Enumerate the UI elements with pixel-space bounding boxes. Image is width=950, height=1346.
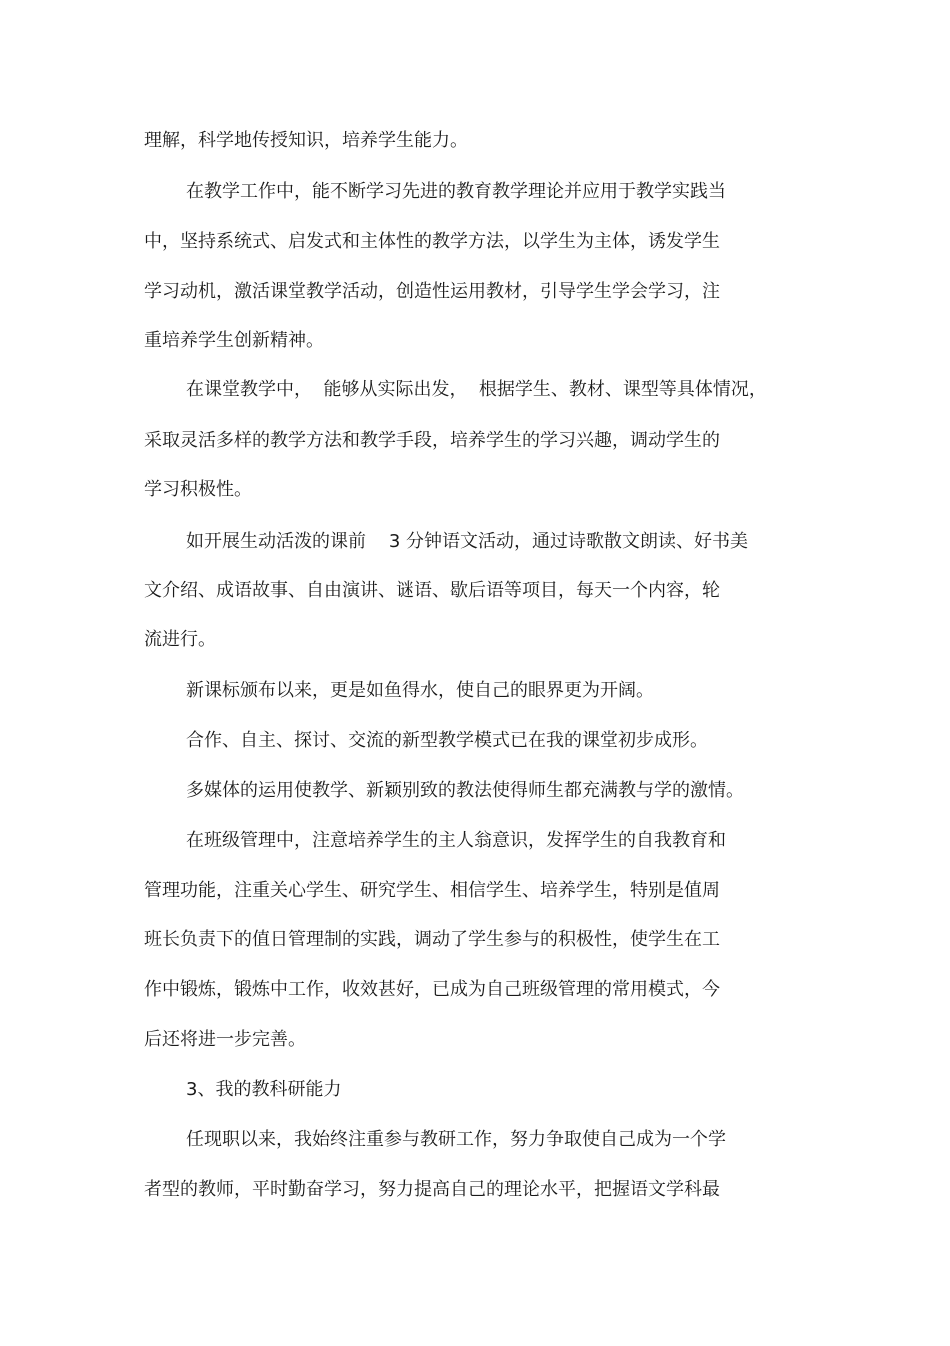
paragraph-start-line: 在教学工作中，能不断学习先进的教育教学理论并应用于教学实践当 (186, 181, 726, 202)
text-line: 流进行。 (144, 629, 216, 650)
section-heading: 3、我的教科研能力 (186, 1079, 342, 1100)
text-line: 重培养学生创新精神。 (144, 330, 324, 351)
text-line: 中，坚持系统式、启发式和主体性的教学方法，以学生为主体，诱发学生 (144, 231, 720, 252)
text-line: 学习积极性。 (144, 479, 252, 500)
text-line: 文介绍、成语故事、自由演讲、谜语、歇后语等项目，每天一个内容，轮 (144, 580, 720, 601)
paragraph-line: 合作、自主、探讨、交流的新型教学模式已在我的课堂初步成形。 (186, 730, 708, 751)
paragraph-start-line: 在课堂教学中， 能够从实际出发， 根据学生、教材、课型等具体情况， (186, 379, 767, 400)
paragraph-start-line: 任现职以来，我始终注重参与教研工作，努力争取使自己成为一个学 (186, 1129, 726, 1150)
text-line: 班长负责下的值日管理制的实践，调动了学生参与的积极性，使学生在工 (144, 929, 720, 950)
text-line: 学习动机，激活课堂教学活动，创造性运用教材，引导学生学会学习，注 (144, 281, 720, 302)
paragraph-line: 多媒体的运用使教学、新颖别致的教法使得师生都充满教与学的激情。 (186, 780, 744, 801)
paragraph-line: 新课标颁布以来，更是如鱼得水，使自己的眼界更为开阔。 (186, 680, 654, 701)
text-line: 采取灵活多样的教学方法和教学手段，培养学生的学习兴趣，调动学生的 (144, 430, 720, 451)
text-line: 作中锻炼，锻炼中工作，收效甚好，已成为自己班级管理的常用模式，今 (144, 979, 720, 1000)
paragraph-start-line: 在班级管理中，注意培养学生的主人翁意识，发挥学生的自我教育和 (186, 830, 726, 851)
text-line: 后还将进一步完善。 (144, 1029, 306, 1050)
text-line: 管理功能，注重关心学生、研究学生、相信学生、培养学生，特别是值周 (144, 880, 720, 901)
text-line: 理解，科学地传授知识，培养学生能力。 (144, 130, 468, 151)
paragraph-start-line: 如开展生动活泼的课前 3 分钟语文活动，通过诗歌散文朗读、好书美 (186, 531, 749, 552)
text-line: 者型的教师，平时勤奋学习，努力提高自己的理论水平，把握语文学科最 (144, 1179, 720, 1200)
